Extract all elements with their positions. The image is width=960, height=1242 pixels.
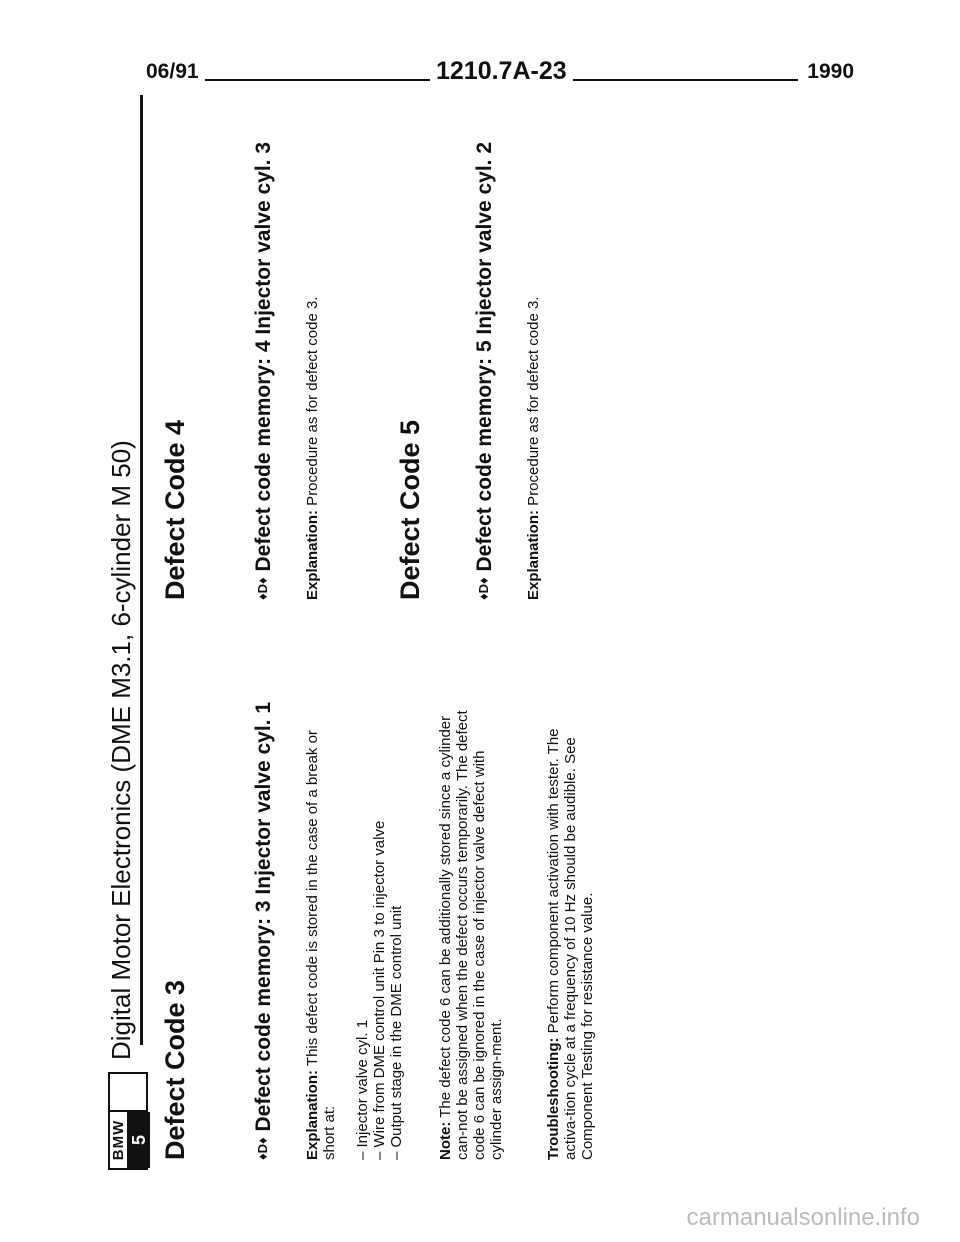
memory-text: Defect code memory: 4 Injector valve cyl. 3 [252, 141, 275, 572]
defect-code-4-title: Defect Code 4 [160, 419, 190, 600]
left-column [160, 700, 612, 1160]
header-page-code: 1210.7A-23 [430, 57, 573, 86]
explanation-text: Procedure as for defect code 3. [525, 296, 542, 510]
diamond-d-icon: ♦D♦ [255, 577, 270, 600]
troubleshooting-text: Perform component activation with tester. The activa-tion cycle at a frequency of 10 Hz should be audible. See Component Testing for resistance value. [545, 728, 596, 1160]
right-column [160, 100, 558, 600]
logo-brand: BMW [110, 1112, 129, 1168]
defect-code-4-memory [252, 100, 282, 600]
code-5-explanation [525, 100, 542, 600]
memory-text: Defect code memory: 5 Injector valve cyl. 2 [473, 141, 496, 572]
header-year: 1990 [801, 60, 860, 84]
memory-text: Defect code memory: 3 Injector valve cyl. 1 [252, 701, 275, 1132]
list-item: – Output stage in the DME control unit [388, 905, 405, 1160]
troubleshooting-label: Troubleshooting: [545, 1037, 562, 1160]
rotated-content [100, 80, 860, 1170]
defect-code-3-memory [252, 700, 282, 1160]
title-bar [108, 100, 148, 1170]
note-paragraph [437, 700, 505, 1160]
explanation-text: This defect code is stored in the case of a break or short at: [304, 730, 338, 1160]
explanation-text: Procedure as for defect code 3. [304, 296, 321, 510]
note-label: Note: [437, 1121, 454, 1160]
explanation-label: Explanation: [304, 509, 321, 600]
diamond-d-icon: ♦D♦ [255, 1137, 270, 1160]
defect-code-5-title: Defect Code 5 [395, 419, 425, 600]
explanation-paragraph [304, 700, 338, 1160]
troubleshooting-paragraph [545, 700, 596, 1160]
list-item: – Wire from DME control unit Pin 3 to injector valve [371, 820, 388, 1160]
defect-code-5-memory [473, 100, 503, 600]
logo-blank-box [108, 1072, 148, 1110]
diamond-d-icon: ♦D♦ [476, 577, 491, 600]
bmw-5-series-logo [108, 1110, 148, 1170]
code-4-explanation [304, 100, 321, 600]
watermark: carmanualsonline.info [686, 1204, 920, 1231]
defect-code-3-title: Defect Code 3 [160, 979, 190, 1160]
header-date: 06/91 [140, 60, 205, 84]
document-title: Digital Motor Electronics (DME M3.1, 6-cylinder M 50) [106, 440, 136, 1060]
logo-series: 5 [129, 1112, 150, 1168]
explanation-label: Explanation: [304, 1069, 321, 1160]
note-text: The defect code 6 can be additionally stored since a cylinder can-not be assigned when the defect occurs temporarily. The defect code 6 can be ignored in the case of injector valve defect with cylinder assign-ment. [437, 710, 505, 1160]
explanation-label: Explanation: [525, 509, 542, 600]
list-item: – Injector valve cyl. 1 [354, 1019, 371, 1160]
fault-locations-list [354, 700, 405, 1160]
